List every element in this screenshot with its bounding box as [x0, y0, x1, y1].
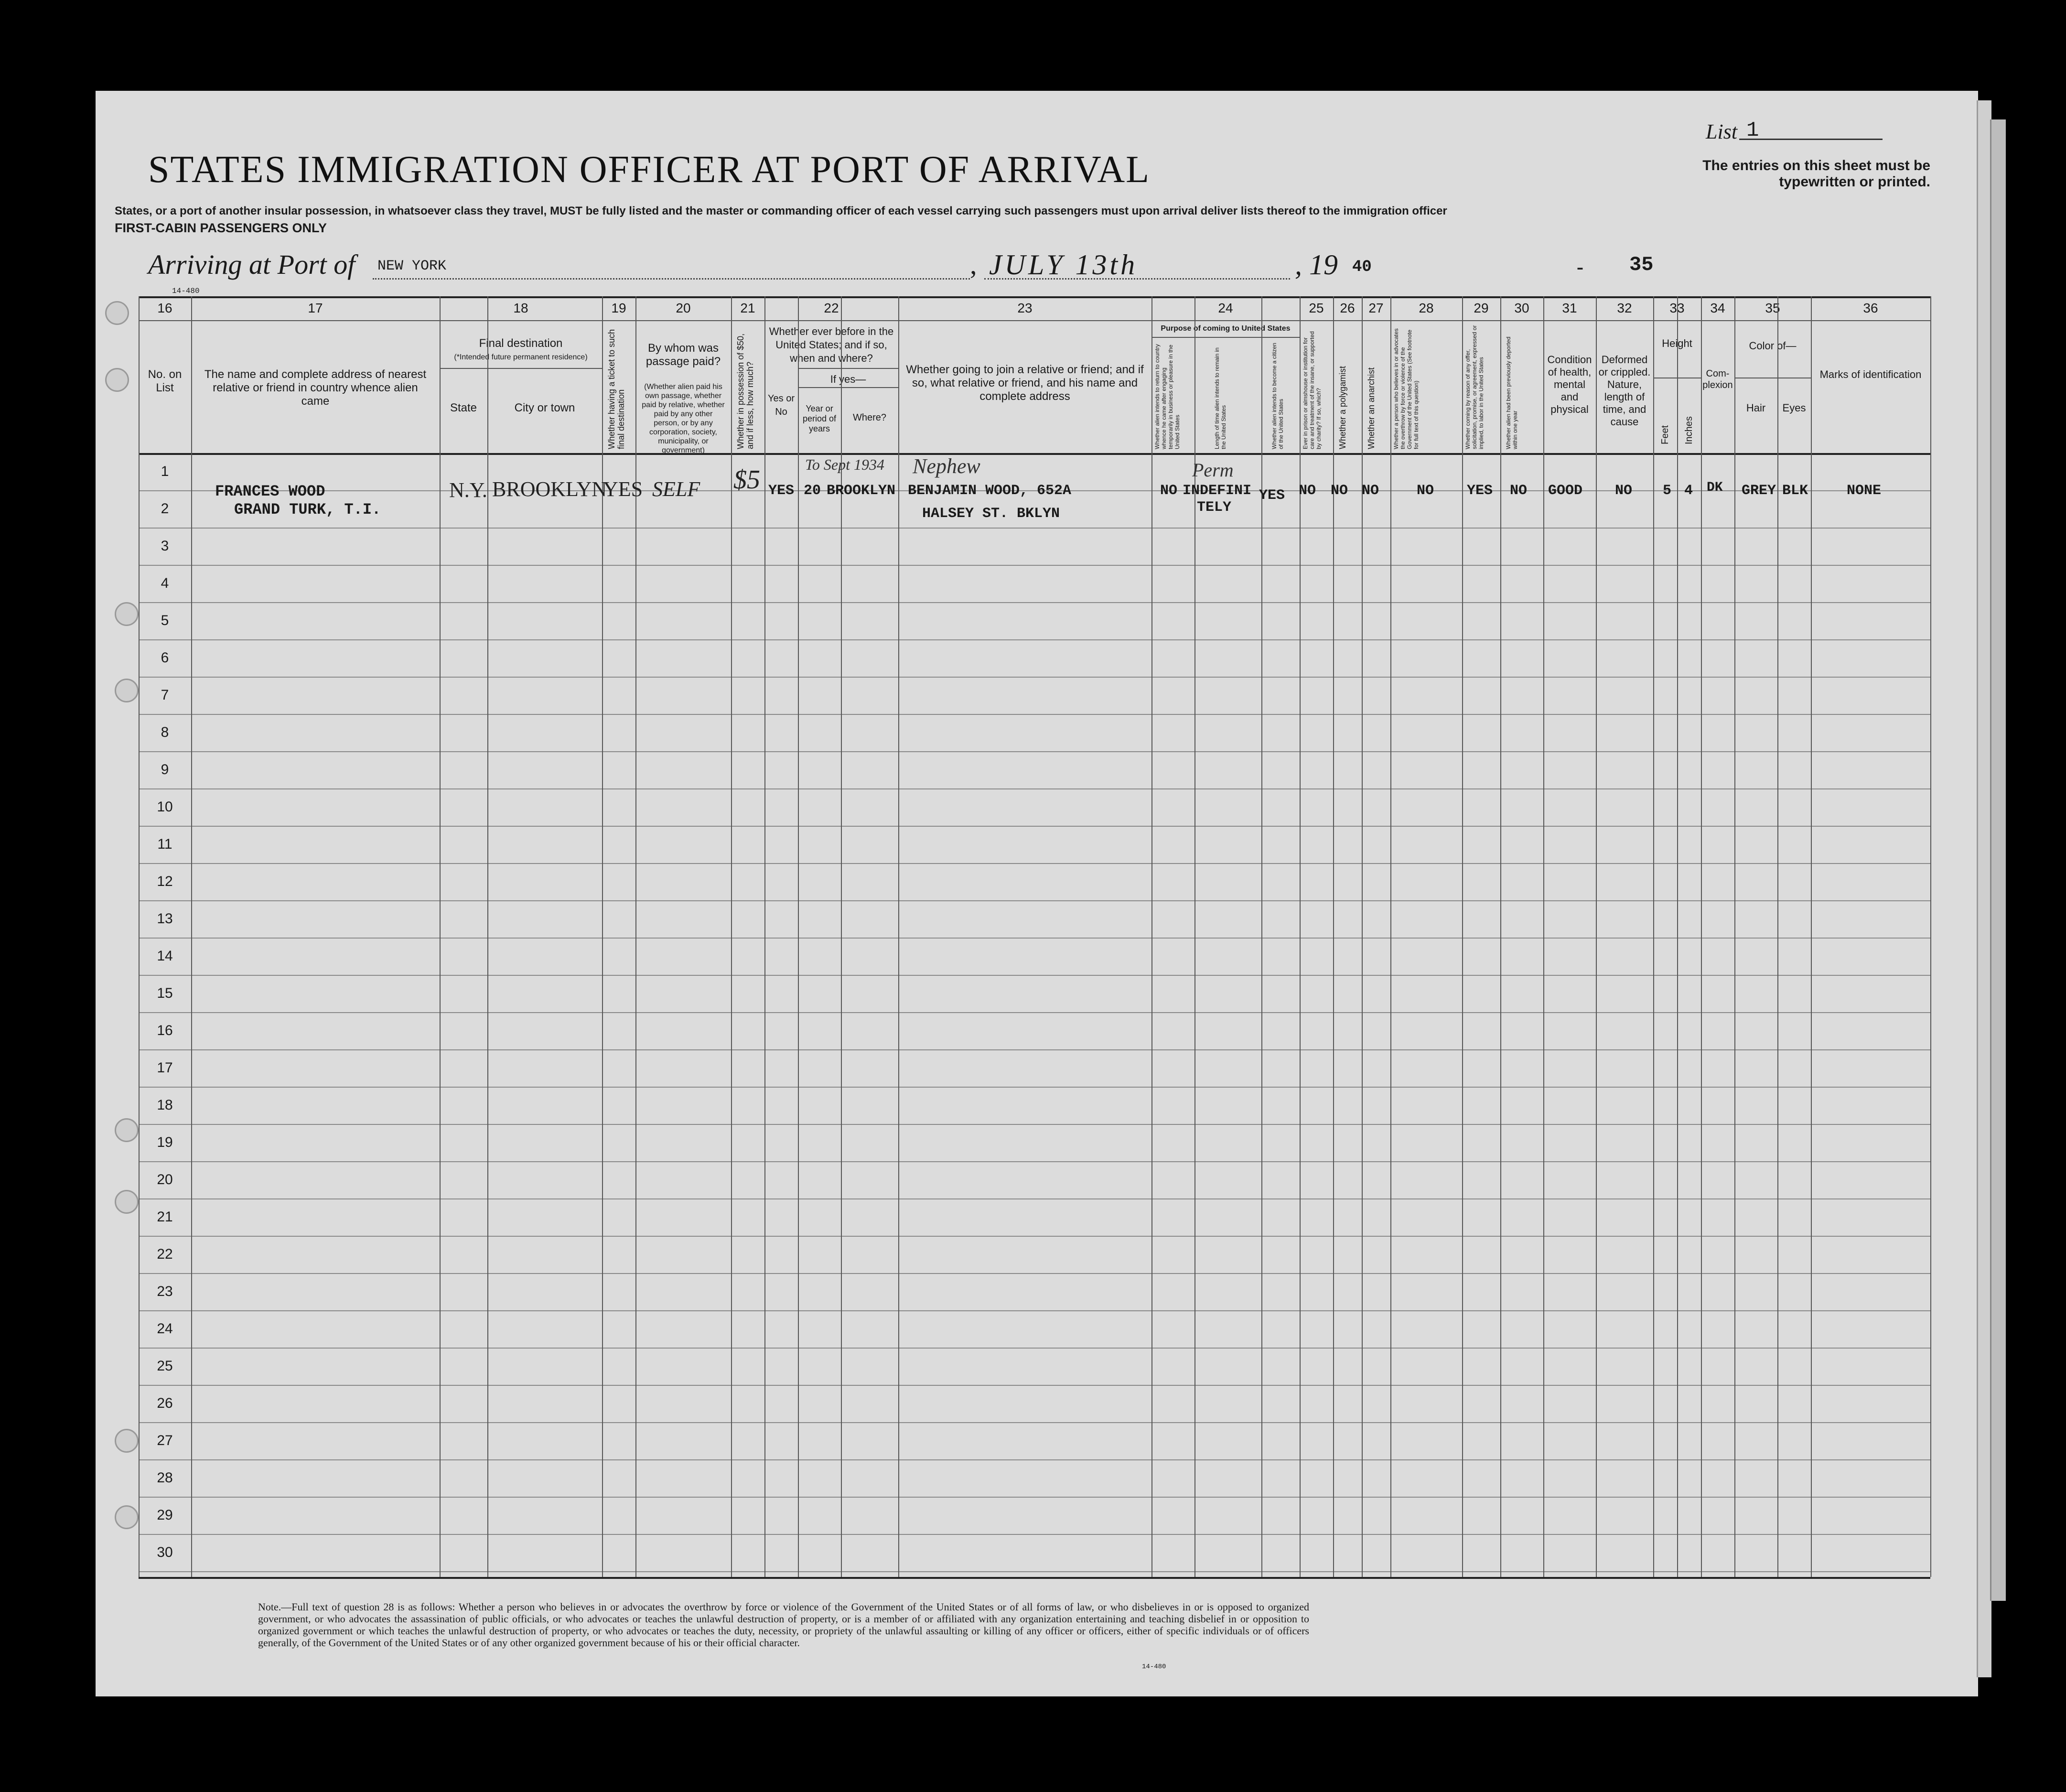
header-subline — [440, 368, 602, 369]
row-number: 25 — [157, 1358, 173, 1374]
row-number: 8 — [161, 724, 169, 740]
col-num-28: 28 — [1419, 301, 1434, 315]
punch-hole — [105, 368, 129, 392]
row-number: 22 — [157, 1246, 173, 1262]
header-if-yes: If yes— — [830, 373, 866, 385]
col-num-19: 19 — [611, 301, 626, 315]
col-num-30: 30 — [1514, 301, 1529, 315]
row-number: 6 — [161, 650, 169, 666]
header-color-of: Color of— — [1749, 340, 1797, 352]
col-num-21: 21 — [740, 301, 755, 315]
page-edge-back — [1990, 119, 2006, 1601]
header-deformed: Deformed or crippled. Nature, length of time, and cause — [1598, 354, 1651, 428]
entry-join-address: HALSEY ST. BKLYN — [922, 506, 1060, 522]
header-purpose: Purpose of coming to United States — [1161, 324, 1291, 333]
list-label: List — [1706, 120, 1738, 143]
header-fifty-dollars: Whether in possession of $50, and if less, how much? — [736, 333, 755, 449]
sheet-mark-dash: - — [1577, 256, 1583, 278]
entry-annotation-years: To Sept 1934 — [805, 456, 884, 473]
row-line — [139, 863, 1930, 864]
header-feet: Feet — [1660, 425, 1670, 444]
entry-col29: YES — [1467, 483, 1493, 499]
row-line — [139, 1534, 1930, 1535]
col-num-26: 26 — [1340, 301, 1355, 315]
typewritten-note: The entries on this sheet must be typewritten or printed. — [1702, 158, 1930, 190]
column-line — [764, 296, 765, 1577]
header-ever-before: Whether ever before in the United States; and if so, when and where? — [769, 325, 894, 364]
entry-where: BROOKLYN — [827, 483, 896, 499]
list-number: 1 — [1746, 119, 1759, 142]
row-line — [139, 1348, 1930, 1349]
entry-inches: 4 — [1684, 483, 1693, 499]
entry-deformed: NO — [1615, 483, 1633, 499]
column-line — [191, 296, 192, 1577]
column-line — [1390, 296, 1391, 1577]
column-line — [139, 296, 140, 1577]
row-number: 20 — [157, 1172, 173, 1187]
row-line — [139, 788, 1930, 789]
row-number: 16 — [157, 1023, 173, 1038]
header-subline — [798, 387, 898, 388]
column-line — [798, 296, 799, 1577]
punch-hole — [105, 301, 129, 325]
row-number: 28 — [157, 1470, 173, 1486]
entry-col28: NO — [1417, 483, 1434, 499]
header-anarchist: Whether an anarchist — [1367, 367, 1376, 449]
entry-feet: 5 — [1663, 483, 1672, 499]
column-line — [1701, 296, 1702, 1577]
header-subline — [798, 368, 898, 369]
column-line — [1543, 296, 1544, 1577]
entry-join-name: BENJAMIN WOOD, 652A — [908, 483, 1072, 499]
row-line — [139, 1422, 1930, 1423]
row-number: 24 — [157, 1321, 173, 1337]
header-final-destination: Final destination — [479, 337, 563, 350]
footnote: Note.—Full text of question 28 is as follows: Whether a person who believes in or advocates the overthrow by force or violence of the Government of the United States or of all forms of law, or who disbelieves in or is opposed to organized government, or who advocates the assassination of public officials, or who advocates or teaches the unlawful destruction of property, or is a member of or affiliated with any organization entertaining and teaching disbelief in or opposition to organized government or which teaches the unlawful destruction of property, or who advocates or teaches the duty, necessity, or propriety of the unlawful assaulting or killing of any officer or officers, either of specific individuals or of officers generally, of the Government of the United States or of any other organized government because of his or their official character. — [258, 1601, 1309, 1649]
entry-ever-before: YES — [768, 483, 795, 499]
row-number: 30 — [157, 1544, 173, 1560]
row-line — [139, 639, 1930, 640]
col-num-27: 27 — [1368, 301, 1384, 315]
punch-hole — [115, 1118, 139, 1142]
instructions-line: States, or a port of another insular possession, in whatsoever class they travel, MUST be fully listed and the master or commanding officer of each vessel carrying such passengers must upon arrival deliver lists thereof to the immigration officer — [115, 205, 1447, 217]
header-col29: Whether coming by reason of any offer, solicitation, promise, or agreement, expressed or implied, to labor in the United States — [1464, 325, 1485, 449]
col-num-22: 22 — [824, 301, 839, 315]
row-number: 12 — [157, 874, 173, 889]
entry-eyes: BLK — [1782, 483, 1808, 499]
header-col25: Ever in prison or almshouse or institution for care and treatment of the insane, or supported by charity? If so, which? — [1302, 331, 1322, 449]
row-number: 4 — [161, 575, 169, 591]
row-number: 21 — [157, 1209, 173, 1225]
column-line — [1677, 296, 1678, 1577]
col-num-24: 24 — [1218, 301, 1233, 315]
col-num-33: 33 — [1669, 301, 1685, 315]
row-number: 5 — [161, 613, 169, 628]
row-line — [139, 1459, 1930, 1460]
column-line — [1500, 296, 1501, 1577]
header-subline — [1151, 337, 1300, 338]
header-ticket: Whether having a ticket to such final destination — [607, 329, 626, 449]
row-line — [139, 1497, 1930, 1498]
row-line — [139, 1273, 1930, 1274]
sheet-mark: 35 — [1629, 253, 1654, 276]
col-num-34: 34 — [1710, 301, 1725, 315]
row-line — [139, 565, 1930, 566]
footnote-code: 14-480 — [1142, 1663, 1166, 1671]
row-line — [139, 1049, 1930, 1050]
row-line — [139, 714, 1930, 715]
row-line — [139, 1161, 1930, 1162]
row-number: 18 — [157, 1097, 173, 1113]
header-join-relative: Whether going to join a relative or friend; and if so, what relative or friend, and his name and complete address — [906, 363, 1144, 403]
port-underline — [373, 278, 970, 280]
punch-hole — [115, 1505, 139, 1529]
row-line — [139, 900, 1930, 901]
entry-anarchist: NO — [1362, 483, 1379, 499]
header-complexion: Com-plexion — [1702, 368, 1733, 390]
col-num-31: 31 — [1562, 301, 1577, 315]
row-number: 15 — [157, 985, 173, 1001]
entry-state: N.Y. — [449, 478, 487, 502]
header-nearest-relative: The name and complete address of nearest relative or friend in country whence alien came — [204, 368, 427, 408]
punch-hole — [115, 1190, 139, 1214]
punch-hole — [115, 602, 139, 626]
header-purpose-length: Length of time alien intends to remain in the United States — [1214, 347, 1227, 449]
header-height: Height — [1662, 337, 1692, 349]
entry-length-stay-2: TELY — [1197, 499, 1232, 516]
header-no-on-list: No. on List — [148, 368, 182, 394]
header-passage-paid-note: (Whether alien paid his own passage, whether paid by relative, whether paid by any other person, or by any corporation, society, municipality, or government) — [642, 383, 725, 454]
entry-return-home: NO — [1160, 483, 1178, 499]
row-number: 3 — [161, 538, 169, 554]
punch-hole — [115, 679, 139, 702]
col-num-36: 36 — [1863, 301, 1878, 315]
header-eyes: Eyes — [1782, 402, 1806, 414]
punch-hole — [115, 1429, 139, 1453]
passenger-class: FIRST-CABIN PASSENGERS ONLY — [115, 221, 327, 235]
row-line — [139, 975, 1930, 976]
header-state: State — [450, 401, 477, 414]
row-line — [139, 677, 1930, 678]
row-number: 27 — [157, 1433, 173, 1448]
column-line — [1462, 296, 1463, 1577]
row-number: 23 — [157, 1284, 173, 1299]
form-code: 14-480 — [172, 287, 200, 295]
row-number: 9 — [161, 762, 169, 777]
column-line — [1930, 296, 1931, 1577]
entry-become-citizen: YES — [1259, 487, 1285, 504]
page-edge — [1977, 100, 1991, 1677]
row-line — [139, 938, 1930, 939]
row-line — [139, 1012, 1930, 1013]
row-line — [139, 1087, 1930, 1088]
header-health: Condition of health, mental and physical — [1547, 354, 1592, 415]
header-polygamist: Whether a polygamist — [1338, 366, 1347, 449]
year-prefix: , 19 — [1295, 249, 1338, 281]
arrival-date: JULY 13th — [989, 249, 1138, 281]
col-num-32: 32 — [1617, 301, 1632, 315]
row-number: 1 — [161, 464, 169, 479]
col-num-29: 29 — [1474, 301, 1489, 315]
row-line — [139, 1236, 1930, 1237]
column-number-line — [139, 320, 1930, 321]
row-line — [139, 1571, 1930, 1572]
row-number: 14 — [157, 948, 173, 964]
header-yes-no: Yes or No — [768, 393, 795, 417]
row-number: 29 — [157, 1507, 173, 1523]
row-line — [139, 1385, 1930, 1386]
entry-hair: GREY — [1742, 483, 1776, 499]
year-suffix: 40 — [1352, 258, 1372, 276]
page-title: STATES IMMIGRATION OFFICER AT PORT OF ARRIVAL — [148, 149, 1150, 191]
col-num-16: 16 — [157, 301, 172, 315]
entry-health: GOOD — [1548, 483, 1583, 499]
row-line — [139, 1310, 1930, 1311]
col-num-18: 18 — [513, 301, 528, 315]
row-line — [139, 1198, 1930, 1199]
entry-passage-paid: SELF — [652, 477, 700, 501]
header-final-destination-note: (*Intended future permanent residence) — [454, 353, 588, 361]
row-number: 10 — [157, 799, 173, 815]
row-line — [139, 751, 1930, 752]
entry-polygamist: NO — [1331, 483, 1348, 499]
row-number: 2 — [161, 501, 169, 517]
entry-relative-address: GRAND TURK, T.I. — [234, 501, 381, 518]
header-city: City or town — [514, 401, 575, 414]
entry-col25: NO — [1299, 483, 1316, 499]
comma: , — [970, 249, 977, 280]
col-num-17: 17 — [308, 301, 323, 315]
row-number: 11 — [157, 836, 172, 852]
column-line — [1653, 296, 1654, 1577]
header-purpose-citizen: Whether alien intends to become a citizen of the United States — [1271, 343, 1284, 449]
date-underline — [984, 278, 1290, 280]
row-line — [139, 1124, 1930, 1125]
header-purpose-return: Whether alien intends to return to country whence he came after engaging temporarily in business or pleasure in the United States — [1154, 344, 1181, 449]
entry-length-stay: INDEFINI — [1183, 483, 1252, 499]
header-marks: Marks of identification — [1819, 368, 1922, 380]
entry-relation: Nephew — [913, 454, 980, 478]
header-passage-paid: By whom was passage paid? — [646, 342, 721, 368]
row-line — [139, 602, 1930, 603]
port-value: NEW YORK — [377, 258, 447, 274]
entry-marks: NONE — [1847, 483, 1882, 499]
header-inches: Inches — [1684, 416, 1694, 444]
header-where: Where? — [852, 412, 887, 423]
header-col30: Whether alien had been previously deported within one year — [1505, 336, 1518, 449]
entry-year-period: 20 — [804, 483, 821, 499]
column-line — [1811, 296, 1812, 1577]
col-num-25: 25 — [1309, 301, 1324, 315]
row-number: 7 — [161, 687, 169, 703]
entry-complexion: DK — [1707, 480, 1723, 495]
header-bottom-line — [139, 453, 1930, 455]
header-hair: Hair — [1746, 402, 1766, 414]
entry-money: $5 — [733, 465, 760, 495]
col-num-35: 35 — [1765, 301, 1780, 315]
list-underline — [1739, 139, 1883, 140]
column-line — [440, 296, 441, 1577]
column-line — [487, 296, 488, 1577]
entry-relative-name: FRANCES WOOD — [215, 483, 325, 500]
entry-ticket: YES — [603, 477, 643, 501]
column-line — [898, 296, 899, 1577]
column-line — [1777, 296, 1778, 1577]
entry-annotation-stay: Perm — [1192, 459, 1234, 481]
row-line — [139, 528, 1930, 529]
row-number: 17 — [157, 1060, 173, 1076]
column-line — [1734, 296, 1735, 1577]
entry-col30: NO — [1510, 483, 1528, 499]
manifest-grid — [139, 296, 1930, 1577]
row-number: 13 — [157, 911, 173, 927]
row-number: 19 — [157, 1134, 173, 1150]
row-number: 26 — [157, 1395, 173, 1411]
row-line — [139, 826, 1930, 827]
entry-city: BROOKLYN — [492, 477, 607, 501]
col-num-23: 23 — [1017, 301, 1033, 315]
manifest-sheet — [96, 91, 1978, 1696]
arriving-label: Arriving at Port of — [148, 249, 355, 280]
column-line — [731, 296, 732, 1577]
column-line — [1596, 296, 1597, 1577]
grid-bottom-line — [139, 1577, 1930, 1579]
column-line — [1151, 296, 1152, 1577]
col-num-20: 20 — [676, 301, 691, 315]
header-col28: Whether a person who believes in or advocates the overthrow by force or violence of the Government of the United States (See footnote for full text of this question) — [1393, 328, 1420, 449]
header-year-period: Year or period of years — [802, 404, 837, 433]
